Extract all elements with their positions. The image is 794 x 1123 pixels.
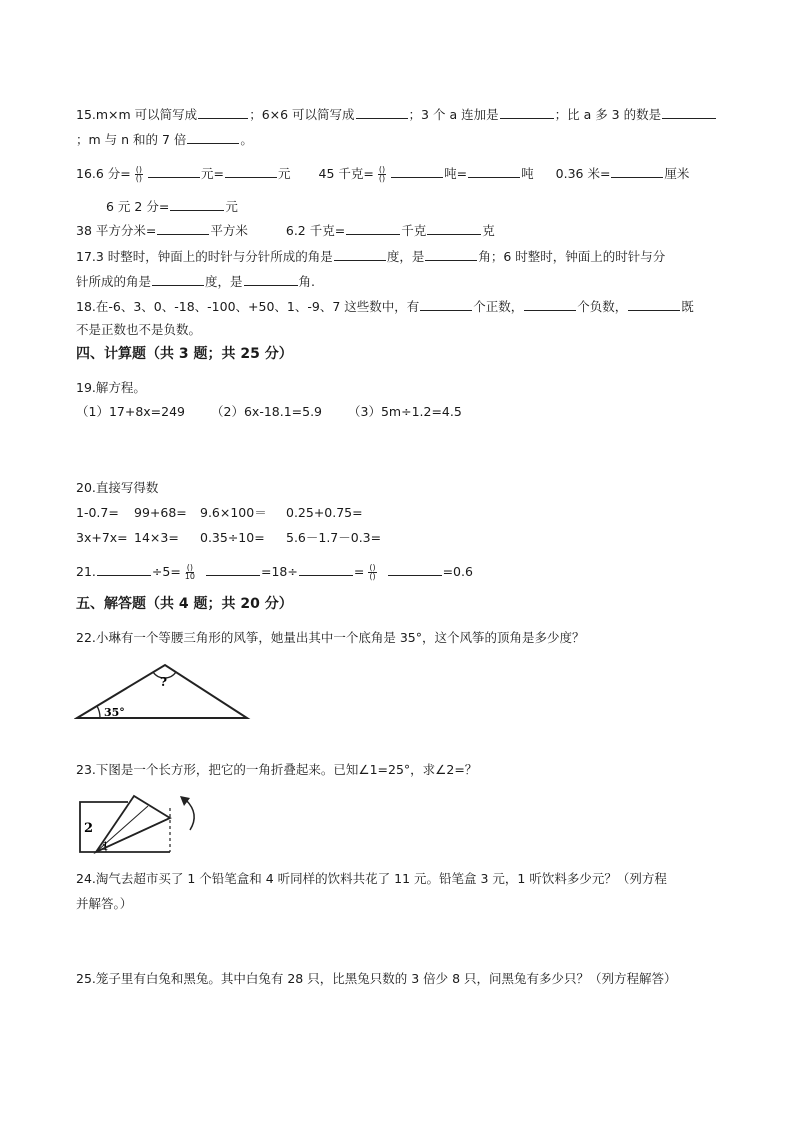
text: = bbox=[353, 564, 365, 579]
text: 吨= bbox=[444, 166, 468, 181]
answer-blank[interactable] bbox=[170, 198, 224, 211]
text: 度，是 bbox=[205, 274, 243, 289]
text: 。 bbox=[240, 132, 253, 147]
equation: （1）17+8x=249 bbox=[76, 404, 186, 419]
text: 18.在-6、3、0、-18、-100、+50、1、-9、7 这些数中，有 bbox=[76, 299, 420, 314]
text: ；6×6 可以简写成 bbox=[249, 107, 355, 122]
answer-blank[interactable] bbox=[187, 131, 239, 144]
answer-blank[interactable] bbox=[628, 298, 680, 311]
equation: （2）6x-18.1=5.9 bbox=[211, 404, 323, 419]
fraction bbox=[185, 564, 195, 581]
answer-blank[interactable] bbox=[427, 222, 481, 235]
calc-item: 0.25+0.75= bbox=[286, 505, 363, 520]
fraction bbox=[378, 166, 386, 183]
answer-blank[interactable] bbox=[468, 165, 520, 178]
q20-row1 bbox=[76, 505, 363, 521]
answer-blank[interactable] bbox=[206, 563, 260, 576]
q19-items bbox=[76, 404, 462, 420]
q20-row2 bbox=[76, 530, 381, 546]
calc-item: 0.35÷10= bbox=[200, 530, 265, 545]
isosceles-triangle-figure bbox=[74, 660, 252, 722]
q19-title: 19.解方程。 bbox=[76, 380, 146, 395]
text: 个负数， bbox=[577, 299, 628, 314]
base-angle-label: 35° bbox=[104, 706, 125, 719]
fraction bbox=[135, 166, 143, 183]
section-heading: 四、计算题（共 3 题；共 25 分） bbox=[76, 346, 293, 362]
fraction-denominator: 10 bbox=[184, 572, 195, 581]
answer-blank[interactable] bbox=[148, 165, 200, 178]
calc-item: 99+68= bbox=[134, 505, 187, 520]
q23-text: 23.下图是一个长方形，把它的一角折叠起来。已知∠1=25°，求∠2=？ bbox=[76, 762, 478, 777]
answer-blank[interactable] bbox=[225, 165, 277, 178]
text: 45 千克= bbox=[318, 166, 374, 181]
text: 元 bbox=[278, 166, 291, 181]
text: 元 bbox=[225, 199, 238, 214]
text: 21. bbox=[76, 564, 96, 579]
answer-blank[interactable] bbox=[425, 248, 477, 261]
text: 针所成的角是 bbox=[76, 274, 152, 289]
equation: （3）5m÷1.2=4.5 bbox=[348, 404, 462, 419]
answer-blank[interactable] bbox=[388, 563, 442, 576]
answer-blank[interactable] bbox=[662, 106, 716, 119]
answer-blank[interactable] bbox=[299, 563, 353, 576]
answer-blank[interactable] bbox=[346, 222, 400, 235]
text: 厘米 bbox=[664, 166, 690, 181]
text: 17.3 时整时，钟面上的时针与分针所成的角是 bbox=[76, 249, 333, 264]
text: 既 bbox=[681, 299, 694, 314]
answer-blank[interactable] bbox=[524, 298, 576, 311]
text: ；比 a 多 3 的数是 bbox=[554, 107, 662, 122]
fraction-denominator: () bbox=[369, 572, 376, 581]
calc-item: 9.6×100＝ bbox=[200, 505, 267, 520]
text: 6.2 千克= bbox=[285, 223, 346, 238]
q16-line1 bbox=[76, 163, 689, 185]
text: =0.6 bbox=[442, 564, 473, 579]
angle-2-label: 2 bbox=[84, 821, 94, 836]
text: 元= bbox=[201, 166, 225, 181]
folded-rectangle-figure bbox=[74, 794, 204, 856]
q25-text: 25.笼子里有白兔和黑兔。其中白兔有 28 只，比黑兔只数的 3 倍少 8 只，问黑兔有多少只？（列方程解答） bbox=[76, 971, 677, 986]
answer-blank[interactable] bbox=[244, 273, 298, 286]
calc-item: 5.6－1.7－0.3= bbox=[286, 530, 382, 545]
answer-blank[interactable] bbox=[420, 298, 472, 311]
text: 平方米 bbox=[210, 223, 248, 238]
text: 度，是 bbox=[386, 249, 425, 264]
calc-item: 1-0.7= bbox=[76, 505, 119, 520]
fraction-denominator: () bbox=[135, 174, 143, 183]
fraction-numerator: () bbox=[378, 165, 386, 174]
q18-line1 bbox=[76, 298, 694, 315]
q17-line2 bbox=[76, 273, 315, 290]
q16-line3 bbox=[76, 222, 495, 239]
text: 克 bbox=[482, 223, 495, 238]
apex-angle-label: ? bbox=[160, 675, 168, 689]
text: 38 平方分米= bbox=[76, 223, 157, 238]
q15-line1 bbox=[76, 106, 717, 123]
text: 千克 bbox=[401, 223, 427, 238]
text: ÷5= bbox=[151, 564, 181, 579]
text: 角；6 时整时，钟面上的时针与分 bbox=[478, 249, 666, 264]
text: 16.6 分= bbox=[76, 166, 131, 181]
text: 15.m×m 可以简写成 bbox=[76, 107, 198, 122]
text: ；m 与 n 和的 7 倍 bbox=[76, 132, 187, 147]
text: 吨 bbox=[521, 166, 534, 181]
q16-line2 bbox=[106, 198, 238, 215]
calc-item: 3x+7x= bbox=[76, 530, 128, 545]
angle-1-label: 1 bbox=[102, 840, 109, 853]
calc-item: 14×3= bbox=[134, 530, 179, 545]
section-heading: 五、解答题（共 4 题；共 20 分） bbox=[76, 596, 293, 612]
q21-line bbox=[76, 561, 473, 583]
answer-blank[interactable] bbox=[391, 165, 443, 178]
text: 6 元 2 分= bbox=[106, 199, 170, 214]
answer-blank[interactable] bbox=[152, 273, 204, 286]
q18-line2: 不是正数也不是负数。 bbox=[76, 322, 202, 337]
fraction-numerator: () bbox=[186, 563, 194, 572]
fraction-numerator: () bbox=[369, 563, 376, 572]
q24-line1: 24.淘气去超市买了 1 个铅笔盒和 4 听同样的饮料共花了 11 元。铅笔盒 3 元，1 听饮料多少元？（列方程 bbox=[76, 871, 667, 886]
text: 角. bbox=[298, 274, 316, 289]
fraction bbox=[368, 564, 376, 581]
answer-blank[interactable] bbox=[611, 165, 663, 178]
q22-text: 22.小琳有一个等腰三角形的风筝，她量出其中一个底角是 35°，这个风筝的顶角是多少度？ bbox=[76, 630, 585, 645]
q15-line2 bbox=[76, 131, 253, 148]
text: ；3 个 a 连加是 bbox=[408, 107, 499, 122]
q17-line1 bbox=[76, 248, 665, 265]
text: 0.36 米= bbox=[555, 166, 611, 181]
answer-blank[interactable] bbox=[198, 106, 248, 119]
q20-title: 20.直接写得数 bbox=[76, 480, 159, 495]
answer-blank[interactable] bbox=[97, 563, 151, 576]
text: 个正数， bbox=[473, 299, 524, 314]
answer-blank[interactable] bbox=[157, 222, 209, 235]
answer-blank[interactable] bbox=[356, 106, 408, 119]
q24-line2: 并解答。） bbox=[76, 896, 133, 911]
answer-blank[interactable] bbox=[334, 248, 386, 261]
fraction-numerator: () bbox=[135, 165, 143, 174]
text: =18÷ bbox=[260, 564, 298, 579]
answer-blank[interactable] bbox=[500, 106, 554, 119]
fraction-denominator: () bbox=[378, 174, 386, 183]
